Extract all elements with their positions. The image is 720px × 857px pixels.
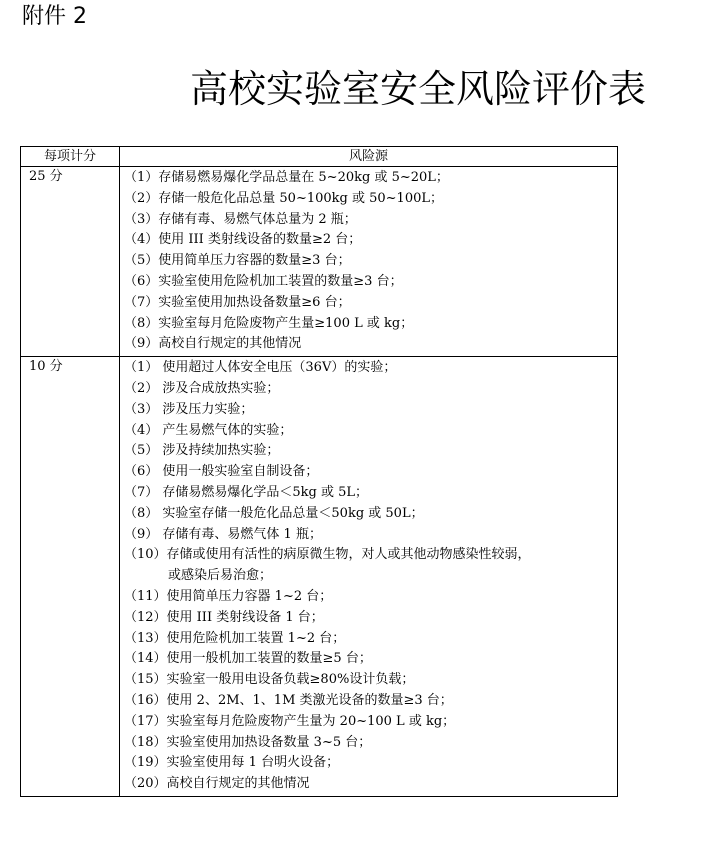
table-row xyxy=(21,357,618,797)
list-item: （5） 涉及持续加热实验； xyxy=(124,443,280,459)
list-item: （9） 存储有毒、易燃气体 1 瓶； xyxy=(124,526,322,542)
list-item: （2）存储一般危化品总量 50~100kg 或 50~100L； xyxy=(124,190,443,206)
list-item: （8） 实验室存储一般危化品总量＜50kg 或 50L； xyxy=(124,505,424,521)
list-item: （5）使用简单压力容器的数量≥3 台； xyxy=(124,253,351,269)
list-item: （9）高校自行规定的其他情况 xyxy=(124,336,302,352)
table-row xyxy=(21,167,618,357)
list-item: （13）使用危险机加工装置 1~2 台； xyxy=(124,630,346,646)
list-item: （7） 存储易燃易爆化学品＜5kg 或 5L； xyxy=(124,484,369,500)
list-item: （20）高校自行规定的其他情况 xyxy=(124,776,310,792)
header-score: 每项计分 xyxy=(21,147,120,167)
source-cell xyxy=(120,357,618,797)
list-item: （12）使用 III 类射线设备 1 台； xyxy=(124,609,324,625)
list-item: （7）实验室使用加热设备数量≥6 台； xyxy=(124,294,351,310)
header-source: 风险源 xyxy=(120,147,618,167)
page-title: 高校实验室安全风险评价表 xyxy=(190,67,647,111)
list-item: （6）实验室使用危险机加工装置的数量≥3 台； xyxy=(124,273,403,289)
score-cell: 10 分 xyxy=(21,357,120,797)
risk-item-list xyxy=(124,168,613,355)
list-item: （1）存储易燃易爆化学品总量在 5~20kg 或 5~20L； xyxy=(124,170,449,185)
list-item: （4） 产生易燃气体的实验； xyxy=(124,422,293,438)
list-item: （14）使用一般机加工装置的数量≥5 台； xyxy=(124,651,372,667)
table-header-row xyxy=(21,147,618,167)
list-item: （2） 涉及合成放热实验； xyxy=(124,380,280,396)
list-item: （3） 涉及压力实验； xyxy=(124,401,254,417)
list-item: （8）实验室每月危险废物产生量≥100 L 或 kg； xyxy=(124,315,414,331)
list-item-continuation: 或感染后易治愈； xyxy=(168,568,273,584)
list-item xyxy=(124,545,613,587)
source-cell xyxy=(120,167,618,357)
list-item: （15）实验室一般用电设备负载≥80%设计负载； xyxy=(124,672,415,688)
list-item: （4）使用 III 类射线设备的数量≥2 台； xyxy=(124,232,362,248)
risk-table xyxy=(20,146,618,797)
list-item: （18）实验室使用加热设备数量 3~5 台； xyxy=(124,734,372,750)
attachment-label: 附件 2 xyxy=(22,4,87,29)
list-item: （6） 使用一般实验室自制设备； xyxy=(124,464,319,480)
list-item: （3）存储有毒、易燃气体总量为 2 瓶； xyxy=(124,211,357,227)
list-item: （11）使用简单压力容器 1~2 台； xyxy=(124,588,333,604)
list-item-text: （10）存储或使用有活性的病原微生物，对人或其他动物感染性较弱， xyxy=(124,547,531,563)
list-item: （16）使用 2、2M、1、1M 类激光设备的数量≥3 台； xyxy=(124,692,453,708)
risk-item-list xyxy=(124,358,613,795)
score-cell: 25 分 xyxy=(21,167,120,357)
list-item: （17）实验室每月危险废物产生量为 20~100 L 或 kg； xyxy=(124,713,456,729)
list-item: （1） 使用超过人体安全电压（36V）的实验； xyxy=(124,360,397,376)
list-item: （19）实验室使用每 1 台明火设备； xyxy=(124,755,340,771)
